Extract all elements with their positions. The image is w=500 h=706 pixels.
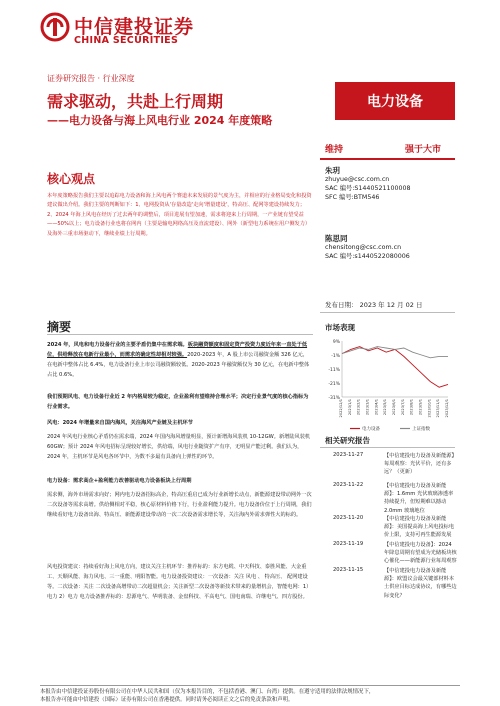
csc-logo-icon xyxy=(40,12,70,42)
x-tick-label: 2023/11/1 xyxy=(436,399,441,418)
abstract-paragraph-2 xyxy=(47,392,313,412)
report-type: 证券研究报告 · 行业深度 xyxy=(47,74,135,83)
related-report-link[interactable]: 【中信建投电力设备及新能源】：美国提高海上风电投标电价上限，支持可再生能源发展 xyxy=(384,516,455,539)
x-tick-label: 2023/12/1 xyxy=(445,399,449,418)
footer-disclaimer-line-1: 本报告由中信建投证券股份有限公司在中华人民共和国（仅为本报告目的，不包括香港、澳门、台湾）提供。在遵守适用的法律法规情况下， xyxy=(40,689,375,695)
rating-value: 强于大市 xyxy=(405,145,442,155)
abstract-paragraph-3: 2024 年风电行业核心矛盾仍在需求端，2024 年国内海风增量明显，预计新增海风装机 10-12GW。新增陆风装机 60GW；预计 2024 年风电招标呈现较好增长，供给端，风电行业随资扩产有序，无明显产能过剩。我们认为，2024 年，主机环节是风电各环节中，为数不多最有具备向上弹性的环节。 xyxy=(47,434,311,460)
industry-tag: 电力设备 xyxy=(335,82,455,120)
x-tick-label: 2023/8/1 xyxy=(409,399,414,416)
related-report-link[interactable]: 【中信建投电力设备及新能源】每周观察：光伏平价，还有多远？（更新） xyxy=(384,453,457,476)
x-tick-label: 2023/9/1 xyxy=(418,399,423,416)
abstract-p1-underline: 板块融资额度和固定资产投资力度近年来一直处于低位，供给释放在电新行业最小，而需求的确定性却相对较强。 xyxy=(47,342,308,358)
abstract-p2-bold: 我们预期风电、电力设备行业近 2 年内格局较为稳定，企业盈利有望维持合理水平；决定行业景气度的核心指标为行业需求。 xyxy=(47,394,309,410)
analyst-email: chensitong@csc.com.cn xyxy=(325,244,402,251)
related-report-date: 2023-11-22 xyxy=(333,482,364,488)
abstract-paragraph-4-heading xyxy=(47,476,313,486)
related-report-date: 2023-11-20 xyxy=(333,515,364,521)
y-tick-label: -31% xyxy=(328,396,340,401)
logo-chinese-name: 中信建投证券 xyxy=(74,16,195,38)
report-subtitle: ——电力设备与海上风电行业 2024 年度策略 xyxy=(47,114,273,127)
related-report-date: 2023-11-27 xyxy=(333,452,364,458)
rating-label: 维持 xyxy=(325,145,344,155)
publish-divider xyxy=(320,312,455,313)
y-tick-label: -21% xyxy=(328,382,340,387)
related-report-date: 2023-11-15 xyxy=(333,567,364,573)
abstract-p1-rest: 2020-2023 年，A 股上市公司融资金额 326 亿元，在电新中整体占比 6.4%，电力设备行业上市公司融资额较低。2020-2023 年融资额仅为 30 亿元，在电新中整体占比 0.6%。 xyxy=(47,352,310,378)
footer-divider xyxy=(40,685,460,686)
market-performance-chart xyxy=(320,335,455,435)
x-tick-label: 2023/7/1 xyxy=(400,399,405,416)
wind-section-heading: 风电：2024 年增量来自国内海风，关注海风产业链及主机环节 xyxy=(47,420,193,426)
abstract-paragraph-5: 风电投资建议：持续看好海上风电方向，建议关注主机环节：推荐标的：东方电缆、中天科技、泰胜风能、大金重工、天顺风能、海力风电、三一重能、明阳智能。电力设备投资建议：一次设备：关注 风电 、 特高压、 配网建设等。二次设备：关注 二次设备高增带动二次超量机会；关注新型二次设备等新技术带来的量增机会，智能电网：1）电力 2）电力 电力设备推荐标的：思源电气、华明装备、金盘科技、平高电气、国电南瑞、许继电气、四方股份。 xyxy=(47,564,312,600)
x-tick-label: 2023/1/1 xyxy=(347,399,352,416)
y-tick-label: -1% xyxy=(331,354,340,359)
core-view-text: 本年度策略报告我们主要以追踪电力设备和海上风电两个赛道未来发展的景气度为主，并相应的行业格局变化和投资建议做出介绍。我们主要的判断如下：1、电网投资从'存量改造'走向'增量建设'，特高压、配网等建设持续发力；2、2024 年海上风电在经历了过去两年的调整后，项目进展有望加速，需求将迎来上行周期，一产业链有望受益——50%以上；电力设备行业也将在网内（主要是输电网络高压及直流建设）、网外（新型电力系统在用户侧发力）及海外三重市场驱动下，继续业绩上行周期。 xyxy=(47,193,312,237)
related-divider xyxy=(320,447,455,448)
related-report-link[interactable]: 【中信建投电力设备及新能源】：欧盟议会最关键部材料本土供应目标达成协议，有哪些边际变化？ xyxy=(384,568,457,599)
abstract-heading: 摘要 xyxy=(47,320,72,334)
x-tick-label: 2023/5/1 xyxy=(383,399,388,416)
market-performance-heading: 市场表现 xyxy=(325,323,355,332)
analyst-email: zhuyue@csc.com.cn xyxy=(325,176,390,183)
footer-disclaimer-line-2: 本报告亦可能由中信建投（国际）证券有限公司在香港提供。同时请务必阅读正文之后的免责条款和声明。 xyxy=(40,697,294,703)
report-title: 需求驱动，共赴上行周期 xyxy=(47,92,224,111)
y-tick-label: 9% xyxy=(332,340,340,345)
abstract-paragraph-4: 需求侧，海外市场需求向好；网内电力设备招标高企，特高压重启已成为行业新增长动点，新能源建设带动网外一次二次设备等需求高增。供给侧相对平稳，核心原材料价格下行，行业盈利能力提升。电力设备价位于上行周期，我们继续看好电力设备出海、特高压、新能源建设带动的一次二次设备需求增长等，关注海内外需求弹性大的标的。 xyxy=(47,492,312,518)
analyst-sac: SAC 编号:s1440522080006 xyxy=(325,253,410,260)
related-reports-heading: 相关研究报告 xyxy=(325,436,370,445)
legend-label: 上证指数 xyxy=(412,427,430,432)
analyst-sac: SAC 编号:S1440521100008 xyxy=(325,185,411,192)
company-logo xyxy=(40,8,200,58)
x-tick-label: 2023/4/1 xyxy=(374,399,379,416)
analyst-name: 陈思同 xyxy=(325,234,348,243)
x-tick-label: 2022/12/1 xyxy=(339,399,343,418)
related-report-date: 2023-11-19 xyxy=(333,541,364,547)
analyst-block-1 xyxy=(325,166,411,202)
analyst-name: 朱玥 xyxy=(325,166,340,175)
x-tick-label: 2023/6/1 xyxy=(392,399,396,416)
legend-label: 电力设备 xyxy=(362,427,380,432)
x-tick-label: 2023/3/1 xyxy=(365,399,370,416)
related-report-link[interactable]: 【中信建投电力设备及新能源】：1.6mm 光伏玻璃渗透率持续提升，但短期难以撼动 2.0mm 玻璃地位 xyxy=(384,483,454,514)
analyst-block-2 xyxy=(325,234,410,261)
series-line-1 xyxy=(342,347,448,358)
publish-date: 发布日期： 2023 年 12 月 02 日 xyxy=(325,301,423,309)
abstract-paragraph-3-heading xyxy=(47,418,313,428)
analyst-sfc: SFC 编号:BTM546 xyxy=(325,194,380,201)
abstract-paragraph-1 xyxy=(47,340,313,380)
equipment-section-heading: 电力设备：需求高企+盈利能力改善驱动电力设备板块上行周期 xyxy=(47,478,192,484)
series-line-0 xyxy=(342,347,448,388)
x-tick-label: 2023/2/1 xyxy=(356,399,361,416)
related-report-link[interactable]: 【中信建投电力设备】：2024 年降息周期有望成为光储板块核心催化——新能源行业每周观察 xyxy=(384,542,457,565)
core-view-heading: 核心观点 xyxy=(47,172,96,186)
rating-divider xyxy=(320,158,455,160)
y-tick-label: -11% xyxy=(328,368,340,373)
logo-english-name: CHINA SECURITIES xyxy=(74,35,179,46)
x-tick-label: 2023/10/1 xyxy=(427,399,432,418)
abstract-divider xyxy=(47,334,313,335)
abstract-p1-bold: 2024 年，风电和电力设备行业的主要矛盾仍集中在需求端。 xyxy=(47,342,188,348)
